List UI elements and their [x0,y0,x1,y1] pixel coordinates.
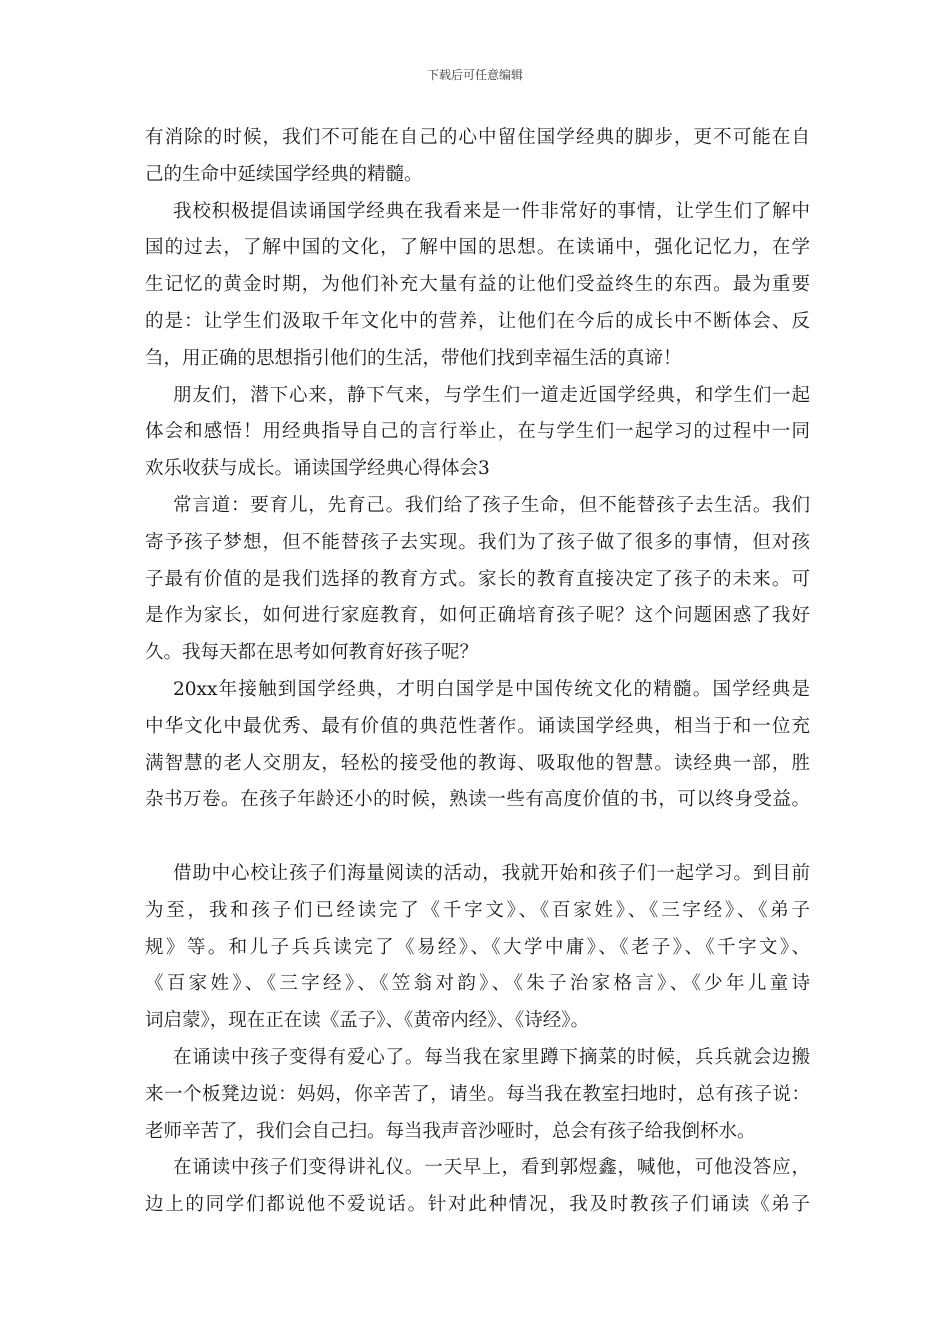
text-line: 来一个板凳边说：妈妈，你辛苦了，请坐。每当我在教室扫地时，总有孩子说： [145,1083,810,1105]
text-line: 老师辛苦了，我们会自己扫。每当我声音沙哑时，总会有孩子给我倒杯水。 [145,1120,756,1142]
text-line: 国的过去，了解中国的文化，了解中国的思想。在读诵中，强化记忆力，在学 [145,237,810,259]
page-header: 下载后可任意编辑 [426,68,523,82]
text-line: 子最有价值的是我们选择的教育方式。家长的教育直接决定了孩子的未来。可 [145,568,810,590]
text-line: 在诵读中孩子们变得讲礼仪。一天早上，看到郭煜鑫，喊他，可他没答应， [173,1157,810,1179]
text-line: 在诵读中孩子变得有爱心了。每当我在家里蹲下摘菜的时候，兵兵就会边搬 [173,1046,810,1068]
text-line: 欢乐收获与成长。诵读国学经典心得体会3 [145,458,490,480]
blank-line [145,819,810,856]
text-line: 我校积极提倡读诵国学经典在我看来是一件非常好的事情，让学生们了解中 [173,200,810,222]
text-line: 刍，用正确的思想指引他们的生活，带他们找到幸福生活的真谛！ [145,347,682,369]
text-line: 借助中心校让孩子们海量阅读的活动，我就开始和孩子们一起学习。到目前 [173,862,810,884]
text-line: 生记忆的黄金时期，为他们补充大量有益的让他们受益终生的东西。最为重要 [145,274,810,296]
text-line: 是作为家长，如何进行家庭教育，如何正确培育孩子呢？这个问题困惑了我好 [145,605,810,627]
text-line: 边上的同学们都说他不爱说话。针对此种情况，我及时教孩子们诵读《弟子 [145,1194,810,1216]
text-line: 己的生命中延续国学经典的精髓。 [145,163,423,185]
text-line: 杂书万卷。在孩子年龄还小的时候，熟读一些有高度价值的书，可以终身受益。 [145,789,810,811]
text-line: 《百家姓》、《三字经》、《笠翁对韵》、《朱子治家格言》、《少年儿童诗 [145,973,810,995]
text-line: 朋友们，潜下心来，静下气来，与学生们一道走近国学经典，和学生们一起 [173,384,810,406]
document-body [145,120,810,1224]
text-line: 有消除的时候，我们不可能在自己的心中留住国学经典的脚步，更不可能在自 [145,127,810,148]
text-line: 词启蒙》，现在正在读《孟子》、《黄帝内经》、《诗经》。 [145,1010,590,1032]
text-line: 久。我每天都在思考如何教育好孩子呢？ [145,642,479,664]
text-line: 20xx年接触到国学经典，才明白国学是中国传统文化的精髓。国学经典是 [173,678,810,700]
text-line: 的是：让学生们汲取千年文化中的营养，让他们在今后的成长中不断体会、反 [145,310,810,332]
text-line: 常言道：要育儿，先育己。我们给了孩子生命，但不能替孩子去生活。我们 [173,494,810,516]
text-line: 满智慧的老人交朋友，轻松的接受他的教诲、吸取他的智慧。读经典一部，胜 [145,752,810,774]
text-line: 规》等。和儿子兵兵读完了《易经》、《大学中庸》、《老子》、《千字文》、 [145,936,810,958]
text-line: 为至，我和孩子们已经读完了《千字文》、《百家姓》、《三字经》、《弟子 [145,899,810,921]
text-line: 体会和感悟！用经典指导自己的言行举止，在与学生们一起学习的过程中一同 [145,421,810,443]
text-line: 中华文化中最优秀、最有价值的典范性著作。诵读国学经典，相当于和一位充 [145,715,810,737]
text-line: 寄予孩子梦想，但不能替孩子去实现。我们为了孩子做了很多的事情，但对孩 [145,531,810,553]
